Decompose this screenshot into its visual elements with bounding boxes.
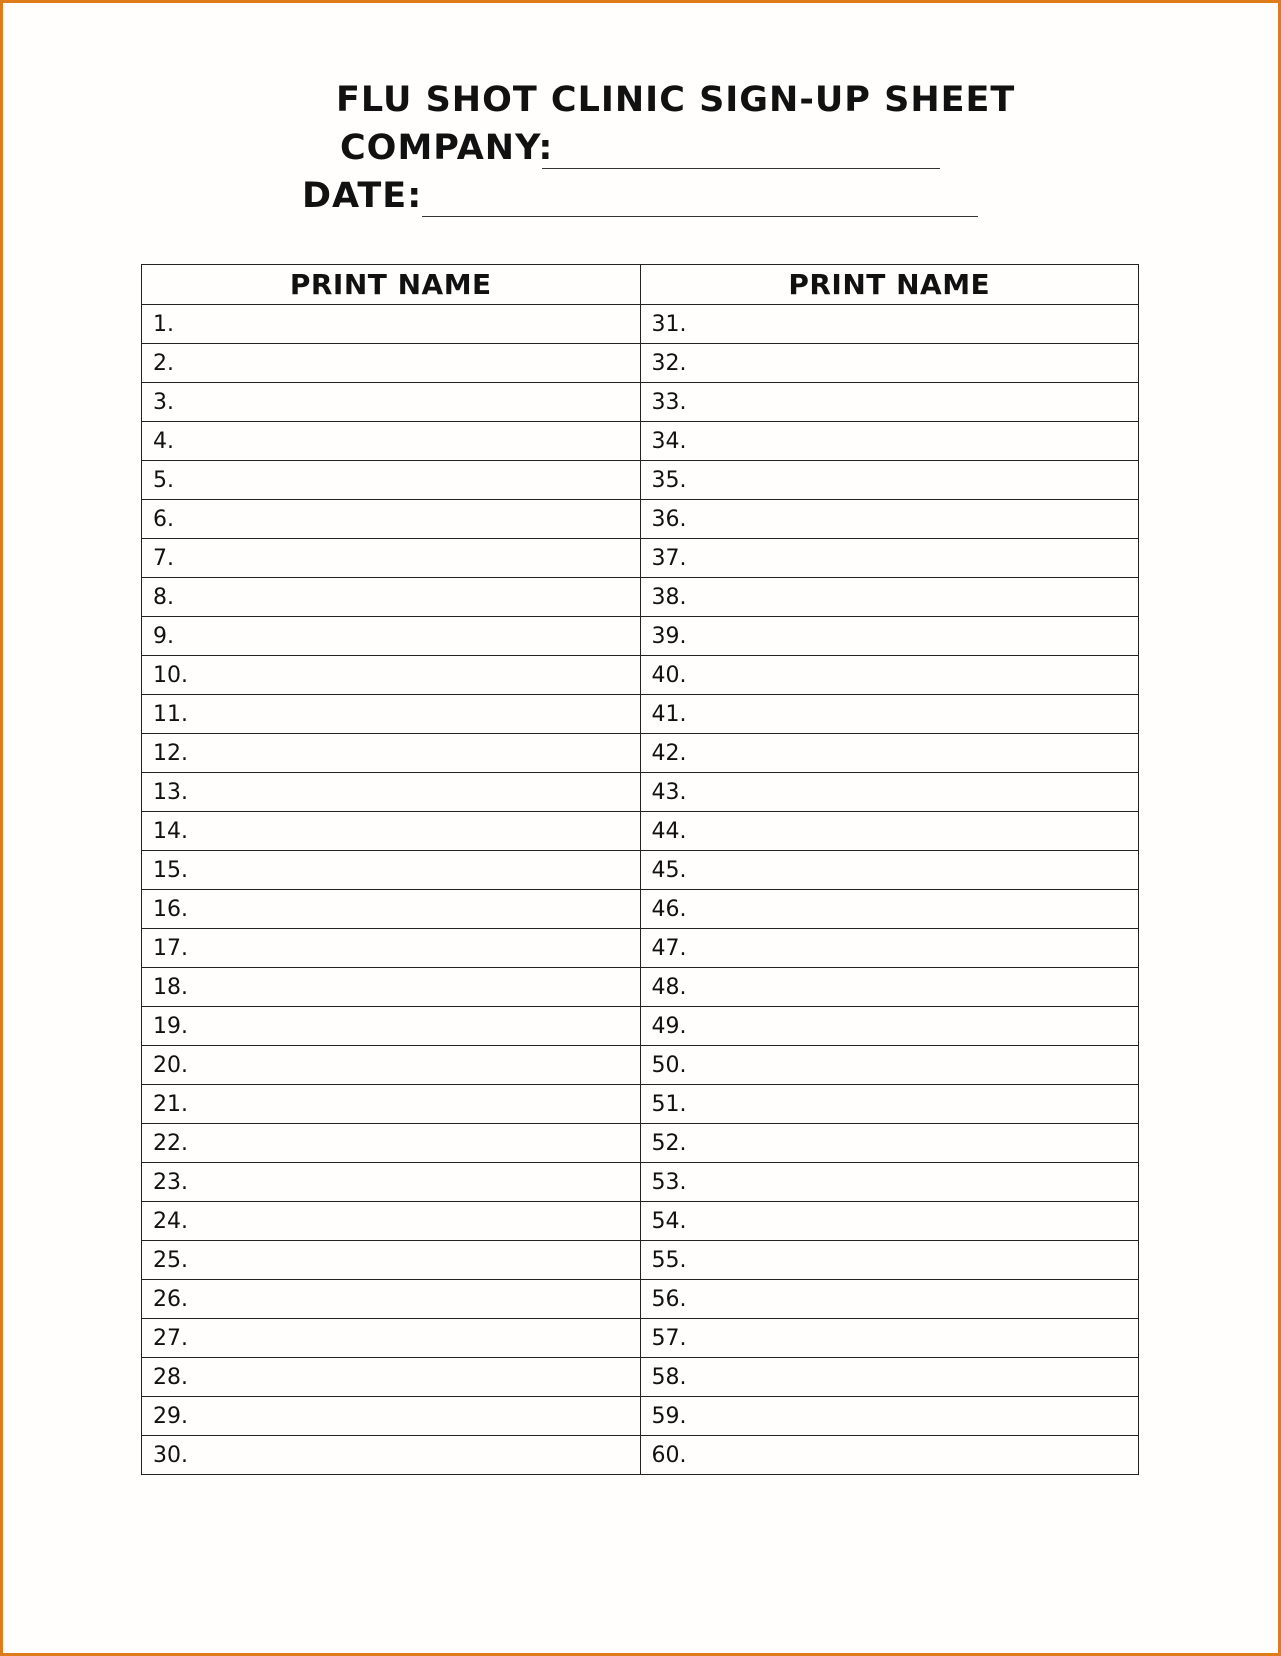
signup-cell-left[interactable]: 11. (142, 695, 641, 734)
table-row (142, 812, 1139, 851)
signup-cell-left[interactable]: 12. (142, 734, 641, 773)
signup-cell-left[interactable]: 21. (142, 1085, 641, 1124)
company-fill-line[interactable] (542, 168, 940, 169)
signup-cell-right[interactable]: 57. (640, 1319, 1139, 1358)
table-row (142, 617, 1139, 656)
signup-cell-right[interactable]: 56. (640, 1280, 1139, 1319)
signup-cell-left[interactable]: 5. (142, 461, 641, 500)
table-row (142, 422, 1139, 461)
date-label: DATE: (302, 176, 423, 216)
table-row (142, 1436, 1139, 1475)
signup-cell-right[interactable]: 43. (640, 773, 1139, 812)
signup-cell-right[interactable]: 34. (640, 422, 1139, 461)
table-row (142, 929, 1139, 968)
signup-cell-right[interactable]: 31. (640, 305, 1139, 344)
signup-cell-left[interactable]: 1. (142, 305, 641, 344)
signup-cell-left[interactable]: 23. (142, 1163, 641, 1202)
signup-cell-right[interactable]: 49. (640, 1007, 1139, 1046)
table-row (142, 1163, 1139, 1202)
table-row (142, 461, 1139, 500)
signup-cell-left[interactable]: 18. (142, 968, 641, 1007)
table-row (142, 1280, 1139, 1319)
signup-cell-right[interactable]: 48. (640, 968, 1139, 1007)
signup-cell-right[interactable]: 46. (640, 890, 1139, 929)
signup-cell-right[interactable]: 40. (640, 656, 1139, 695)
table-row (142, 1241, 1139, 1280)
table-row (142, 305, 1139, 344)
signup-cell-right[interactable]: 33. (640, 383, 1139, 422)
column-header-right: PRINT NAME (640, 265, 1139, 305)
signup-cell-right[interactable]: 52. (640, 1124, 1139, 1163)
table-row (142, 695, 1139, 734)
date-fill-line[interactable] (422, 216, 978, 217)
table-row (142, 1319, 1139, 1358)
table-row (142, 383, 1139, 422)
table-row (142, 500, 1139, 539)
signup-cell-right[interactable]: 50. (640, 1046, 1139, 1085)
table-row (142, 539, 1139, 578)
table-row (142, 773, 1139, 812)
signup-cell-left[interactable]: 22. (142, 1124, 641, 1163)
signup-cell-left[interactable]: 25. (142, 1241, 641, 1280)
signup-cell-right[interactable]: 54. (640, 1202, 1139, 1241)
table-row (142, 1124, 1139, 1163)
signup-cell-right[interactable]: 42. (640, 734, 1139, 773)
signup-cell-right[interactable]: 39. (640, 617, 1139, 656)
sheet-title: FLU SHOT CLINIC SIGN-UP SHEET (336, 80, 1016, 120)
signup-cell-left[interactable]: 17. (142, 929, 641, 968)
table-row (142, 578, 1139, 617)
signup-cell-left[interactable]: 6. (142, 500, 641, 539)
column-header-left: PRINT NAME (142, 265, 641, 305)
signup-cell-left[interactable]: 7. (142, 539, 641, 578)
table-row (142, 1085, 1139, 1124)
signup-cell-right[interactable]: 53. (640, 1163, 1139, 1202)
signup-cell-left[interactable]: 2. (142, 344, 641, 383)
signup-cell-right[interactable]: 45. (640, 851, 1139, 890)
table-row (142, 734, 1139, 773)
signup-cell-right[interactable]: 37. (640, 539, 1139, 578)
signup-cell-left[interactable]: 14. (142, 812, 641, 851)
signup-cell-right[interactable]: 59. (640, 1397, 1139, 1436)
signup-cell-right[interactable]: 47. (640, 929, 1139, 968)
table-row (142, 1202, 1139, 1241)
signup-cell-left[interactable]: 29. (142, 1397, 641, 1436)
signup-cell-left[interactable]: 10. (142, 656, 641, 695)
table-row (142, 1358, 1139, 1397)
signup-cell-left[interactable]: 4. (142, 422, 641, 461)
signup-table (141, 264, 1139, 1475)
signup-cell-right[interactable]: 58. (640, 1358, 1139, 1397)
signup-cell-left[interactable]: 9. (142, 617, 641, 656)
signup-cell-left[interactable]: 16. (142, 890, 641, 929)
signup-cell-right[interactable]: 32. (640, 344, 1139, 383)
table-row (142, 851, 1139, 890)
signup-cell-left[interactable]: 3. (142, 383, 641, 422)
signup-cell-left[interactable]: 24. (142, 1202, 641, 1241)
signup-cell-left[interactable]: 26. (142, 1280, 641, 1319)
signup-cell-right[interactable]: 60. (640, 1436, 1139, 1475)
signup-cell-left[interactable]: 15. (142, 851, 641, 890)
signup-cell-left[interactable]: 27. (142, 1319, 641, 1358)
signup-table-body (142, 305, 1139, 1475)
company-label: COMPANY: (340, 128, 554, 168)
table-header-row (142, 265, 1139, 305)
signup-cell-left[interactable]: 30. (142, 1436, 641, 1475)
table-row (142, 1046, 1139, 1085)
signup-cell-left[interactable]: 8. (142, 578, 641, 617)
table-row (142, 656, 1139, 695)
signup-cell-right[interactable]: 38. (640, 578, 1139, 617)
signup-cell-right[interactable]: 51. (640, 1085, 1139, 1124)
signup-cell-left[interactable]: 13. (142, 773, 641, 812)
table-row (142, 344, 1139, 383)
signup-cell-right[interactable]: 41. (640, 695, 1139, 734)
signup-cell-left[interactable]: 19. (142, 1007, 641, 1046)
signup-cell-left[interactable]: 28. (142, 1358, 641, 1397)
signup-cell-right[interactable]: 36. (640, 500, 1139, 539)
signup-cell-left[interactable]: 20. (142, 1046, 641, 1085)
signup-cell-right[interactable]: 35. (640, 461, 1139, 500)
table-row (142, 968, 1139, 1007)
table-row (142, 1007, 1139, 1046)
table-row (142, 890, 1139, 929)
signup-cell-right[interactable]: 44. (640, 812, 1139, 851)
signup-cell-right[interactable]: 55. (640, 1241, 1139, 1280)
table-row (142, 1397, 1139, 1436)
